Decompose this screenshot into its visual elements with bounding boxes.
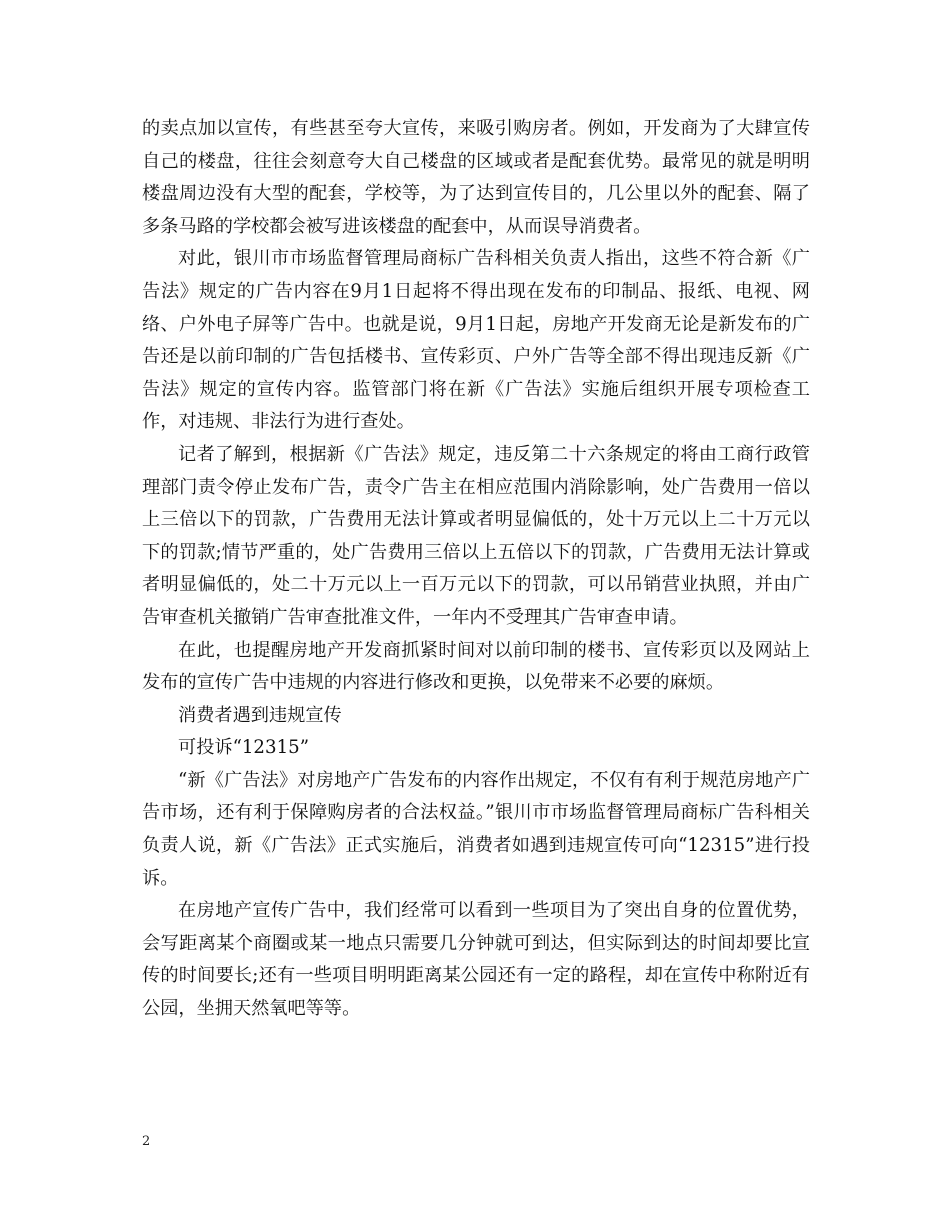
document-body: [142, 113, 810, 1026]
page-number: 2: [142, 1134, 151, 1149]
paragraph-reminder: 在此，也提醒房地产开发商抓紧时间对以前印制的楼书、宣传彩页以及网站上发布的宣传广告中违规的内容进行修改和更换，以免带来不必要的麻烦。: [142, 639, 810, 694]
subheading-line-1: 消费者遇到违规宣传: [178, 704, 342, 726]
subheading-line-2: 可投诉“12315”: [178, 737, 310, 759]
paragraph-continuation: 的卖点加以宣传，有些甚至夸大宣传，来吸引购房者。例如，开发商为了大肆宣传自己的楼盘，往往会刻意夸大自己楼盘的区域或者是配套优势。最常见的就是明明楼盘周边没有大型的配套，学校等，为了达到宣传目的，几公里以外的配套、隔了多条马路的学校都会被写进该楼盘的配套中，从而误导消费者。: [142, 118, 810, 237]
paragraph-regulator-statement: 对此，银川市市场监督管理局商标广告科相关负责人指出，这些不符合新《广告法》规定的广告内容在9月1日起将不得出现在发布的印制品、报纸、电视、网络、户外电子屏等广告中。也就是说，9月1日起，房地产开发商无论是新发布的广告还是以前印制的广告包括楼书、宣传彩页、户外广告等全部不得出现违反新《广告法》规定的宣传内容。监管部门将在新《广告法》实施后组织开展专项检查工作，对违规、非法行为进行查处。: [142, 248, 810, 433]
paragraph-complaint-hotline: “新《广告法》对房地产广告发布的内容作出规定，不仅有有利于规范房地产广告市场，还有利于保障购房者的合法权益。”银川市市场监督管理局商标广告科相关负责人说，新《广告法》正式实施后，消费者如遇到违规宣传可向“12315”进行投诉。: [142, 769, 810, 889]
paragraph-penalties: 记者了解到，根据新《广告法》规定，违反第二十六条规定的将由工商行政管理部门责令停止发布广告，责令广告主在相应范围内消除影响，处广告费用一倍以上三倍以下的罚款，广告费用无法计算或者明显偏低的，处十万元以上二十万元以下的罚款;情节严重的，处广告费用三倍以上五倍以下的罚款，广告费用无法计算或者明显偏低的，处二十万元以上一百万元以下的罚款，可以吊销营业执照，并由广告审查机关撤销广告审查批准文件，一年内不受理其广告审查申请。: [142, 443, 810, 628]
paragraph-location-claims: 在房地产宣传广告中，我们经常可以看到一些项目为了突出自身的位置优势，会写距离某个商圈或某一地点只需要几分钟就可到达，但实际到达的时间却要比宣传的时间要长;还有一些项目明明距离某公园还有一定的路程，却在宣传中称附近有公园，坐拥天然氧吧等等。: [142, 900, 810, 1020]
